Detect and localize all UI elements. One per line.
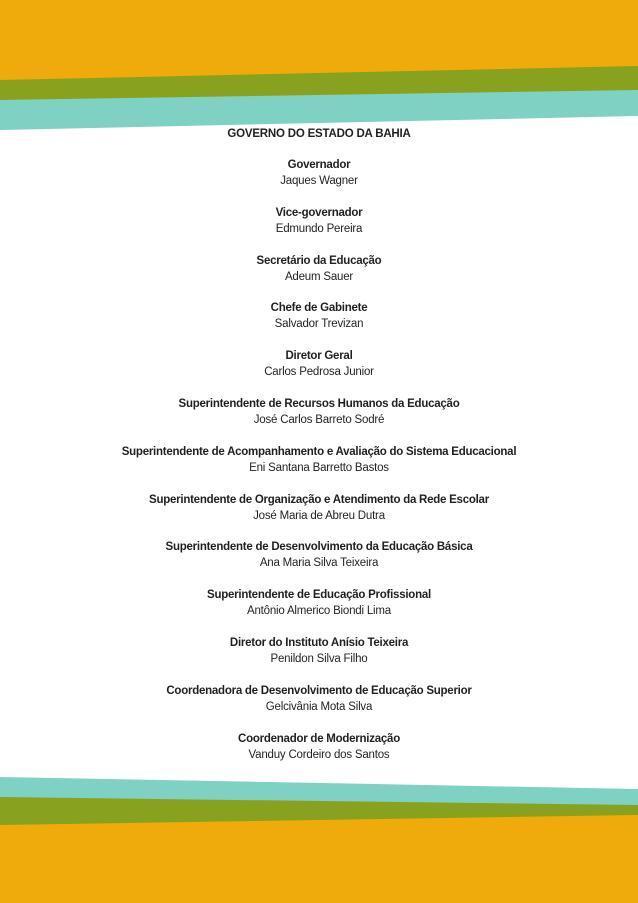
credit-role: Governador bbox=[287, 159, 351, 171]
credit-entry bbox=[0, 300, 638, 332]
credit-entry bbox=[0, 157, 638, 189]
document-heading: GOVERNO DO ESTADO DA BAHIA bbox=[227, 128, 411, 140]
credit-role: Superintendente de Acompanhamento e Avaliação do Sistema Educacional bbox=[121, 445, 517, 458]
credit-entry bbox=[0, 253, 638, 285]
credit-person: Salvador Trevizan bbox=[274, 318, 364, 331]
credit-person: José Carlos Barreto Sodré bbox=[253, 414, 385, 426]
credit-entry bbox=[0, 683, 638, 715]
credit-role: Superintendente de Educação Profissional bbox=[207, 589, 431, 602]
credit-person: Vanduy Cordeiro dos Santos bbox=[248, 748, 390, 761]
credit-entry bbox=[0, 396, 638, 428]
credit-entry bbox=[0, 731, 638, 763]
credit-role: Superintendente de Desenvolvimento da Educação Básica bbox=[165, 541, 473, 554]
credit-entry bbox=[0, 348, 638, 380]
bottom-band-graphic bbox=[0, 775, 638, 903]
credit-role: Superintendente de Organização e Atendimento da Rede Escolar bbox=[149, 493, 489, 506]
top-decorative-band bbox=[0, 0, 638, 132]
credit-entry bbox=[0, 444, 638, 476]
credit-person: Jaques Wagner bbox=[280, 175, 358, 187]
credit-entry bbox=[0, 635, 638, 667]
credit-role: Superintendente de Recursos Humanos da Educação bbox=[178, 398, 460, 410]
credit-person: Adeum Sauer bbox=[284, 270, 354, 283]
credit-role: Chefe de Gabinete bbox=[270, 302, 368, 315]
bottom-orange-band bbox=[0, 815, 638, 903]
credit-person: Penildon Silva Filho bbox=[270, 653, 368, 665]
credit-person: Ana Maria Silva Teixeira bbox=[259, 557, 379, 570]
credit-role: Coordenador de Modernização bbox=[238, 732, 400, 745]
credit-role: Vice-governador bbox=[275, 206, 363, 219]
credit-role: Secretário da Educação bbox=[256, 254, 382, 267]
bottom-decorative-band bbox=[0, 775, 638, 903]
top-band-graphic bbox=[0, 0, 638, 132]
credit-role: Coordenadora de Desenvolvimento de Educação Superior bbox=[166, 684, 472, 697]
credit-person: Carlos Pedrosa Junior bbox=[264, 366, 374, 379]
credit-entry bbox=[0, 205, 638, 237]
credit-person: Gelcivânia Mota Silva bbox=[265, 700, 373, 713]
credit-entry bbox=[0, 492, 638, 524]
credit-entry bbox=[0, 587, 638, 619]
credit-role: Diretor Geral bbox=[285, 350, 353, 363]
credit-entry bbox=[0, 539, 638, 571]
credit-person: José Maria de Abreu Dutra bbox=[253, 509, 385, 522]
credit-role: Diretor do Instituto Anísio Teixeira bbox=[229, 637, 409, 649]
credit-person: Edmundo Pereira bbox=[275, 222, 363, 235]
credit-person: Antônio Almerico Biondi Lima bbox=[247, 605, 391, 618]
credit-person: Eni Santana Barretto Bastos bbox=[249, 461, 389, 474]
